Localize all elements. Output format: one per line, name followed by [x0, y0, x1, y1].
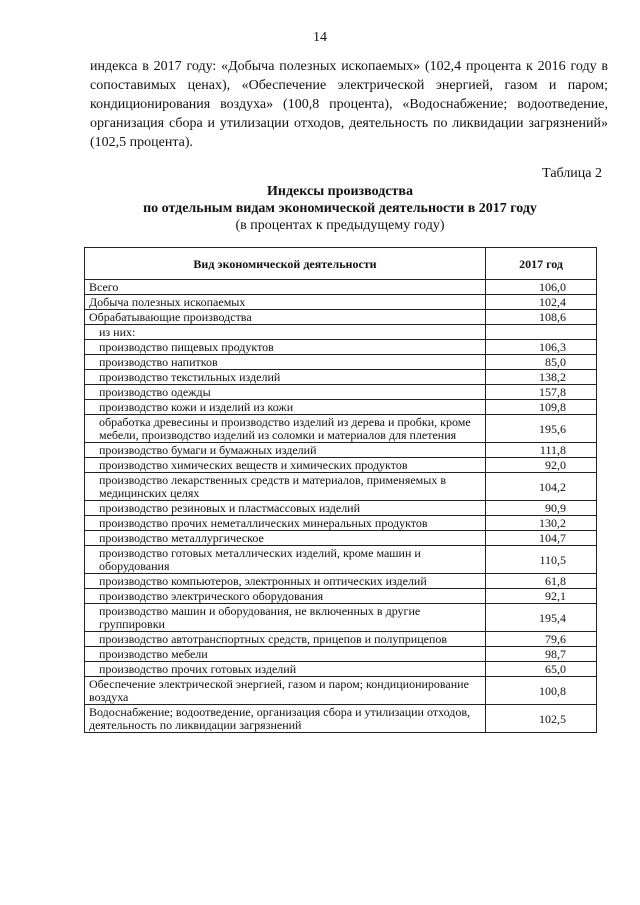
table-row [85, 589, 597, 604]
row-value: 100,8 [486, 677, 597, 705]
row-value: 111,8 [486, 443, 597, 458]
row-value: 102,5 [486, 705, 597, 733]
table-body [85, 280, 597, 733]
row-value [486, 325, 597, 340]
table-row [85, 516, 597, 531]
row-value: 92,1 [486, 589, 597, 604]
table-row [85, 473, 597, 501]
title-line-1: Индексы производства [267, 184, 413, 199]
row-label: производство компьютеров, электронных и оптических изделий [85, 574, 486, 589]
table-row [85, 295, 597, 310]
row-value: 138,2 [486, 370, 597, 385]
row-value: 61,8 [486, 574, 597, 589]
row-value: 157,8 [486, 385, 597, 400]
row-label: производство одежды [85, 385, 486, 400]
column-header-year: 2017 год [486, 248, 597, 280]
table-title [90, 183, 590, 234]
row-value: 110,5 [486, 546, 597, 574]
row-label: обработка древесины и производство изделий из дерева и пробки, кроме мебели, производство изделий из соломки и материалов для плетения [85, 415, 486, 443]
production-index-table [84, 247, 597, 733]
table-row [85, 662, 597, 677]
table-row [85, 310, 597, 325]
table-row [85, 385, 597, 400]
row-value: 130,2 [486, 516, 597, 531]
row-value: 106,0 [486, 280, 597, 295]
row-label: производство резиновых и пластмассовых изделий [85, 501, 486, 516]
table-row [85, 415, 597, 443]
row-label: Обрабатывающие производства [85, 310, 486, 325]
row-value: 108,6 [486, 310, 597, 325]
intro-paragraph: индекса в 2017 году: «Добыча полезных ископаемых» (102,4 процента к 2016 году в сопоставимых ценах), «Обеспечение электрической энергией, газом и паром; кондиционирования воздуха» (100,8 процента), «Водоснабжение; водоотведение, организация сбора и утилизации отходов, деятельность по ликвидации загрязнений» (102,5 процента). [90, 59, 608, 150]
row-value: 104,2 [486, 473, 597, 501]
table-row [85, 370, 597, 385]
title-line-2: по отдельным видам экономической деятельности в 2017 году [143, 201, 537, 216]
row-label: производство напитков [85, 355, 486, 370]
table-row [85, 458, 597, 473]
row-label: Водоснабжение; водоотведение, организация сбора и утилизации отходов, деятельность по ликвидации загрязнений [85, 705, 486, 733]
row-label: производство металлургическое [85, 531, 486, 546]
row-value: 195,4 [486, 604, 597, 632]
row-label: производство мебели [85, 647, 486, 662]
table-row [85, 574, 597, 589]
row-label: Всего [85, 280, 486, 295]
row-label: производство электрического оборудования [85, 589, 486, 604]
row-value: 90,9 [486, 501, 597, 516]
row-value: 106,3 [486, 340, 597, 355]
row-value: 65,0 [486, 662, 597, 677]
row-label: производство машин и оборудования, не включенных в другие группировки [85, 604, 486, 632]
row-label: производство прочих готовых изделий [85, 662, 486, 677]
table-row [85, 546, 597, 574]
row-value: 98,7 [486, 647, 597, 662]
table-label: Таблица 2 [542, 166, 602, 181]
row-label: производство текстильных изделий [85, 370, 486, 385]
page-number: 14 [313, 30, 327, 45]
table-row [85, 501, 597, 516]
row-value: 102,4 [486, 295, 597, 310]
row-label: производство прочих неметаллических минеральных продуктов [85, 516, 486, 531]
table-row [85, 400, 597, 415]
column-header-activity: Вид экономической деятельности [85, 248, 486, 280]
row-label: Обеспечение электрической энергией, газом и паром; кондиционирование воздуха [85, 677, 486, 705]
table-row [85, 632, 597, 647]
table-row [85, 705, 597, 733]
row-value: 79,6 [486, 632, 597, 647]
row-label: производство химических веществ и химических продуктов [85, 458, 486, 473]
row-label: производство кожи и изделий из кожи [85, 400, 486, 415]
table-row [85, 280, 597, 295]
table-header-row [85, 248, 597, 280]
table-row [85, 325, 597, 340]
row-label: из них: [85, 325, 486, 340]
row-value: 104,7 [486, 531, 597, 546]
row-value: 85,0 [486, 355, 597, 370]
row-value: 109,8 [486, 400, 597, 415]
table-row [85, 677, 597, 705]
row-label: производство бумаги и бумажных изделий [85, 443, 486, 458]
row-label: производство лекарственных средств и материалов, применяемых в медицинских целях [85, 473, 486, 501]
table-row [85, 340, 597, 355]
table-row [85, 647, 597, 662]
row-label: производство готовых металлических изделий, кроме машин и оборудования [85, 546, 486, 574]
row-value: 92,0 [486, 458, 597, 473]
table-row [85, 531, 597, 546]
title-line-3: (в процентах к предыдущему году) [235, 218, 445, 233]
row-label: производство автотранспортных средств, прицепов и полуприцепов [85, 632, 486, 647]
row-label: Добыча полезных ископаемых [85, 295, 486, 310]
row-label: производство пищевых продуктов [85, 340, 486, 355]
table-row [85, 604, 597, 632]
table-row [85, 443, 597, 458]
row-value: 195,6 [486, 415, 597, 443]
table-row [85, 355, 597, 370]
